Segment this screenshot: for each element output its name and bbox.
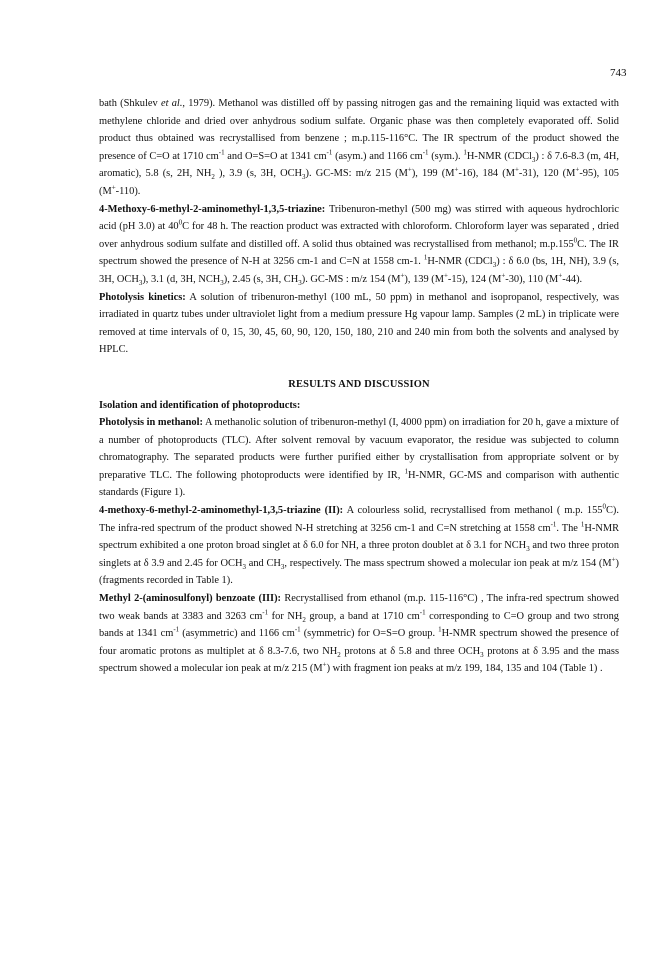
paragraph-text <box>99 502 619 590</box>
run-heading: 4-methoxy-6-methyl-2-aminomethyl-1,3,5-triazine (II): <box>99 505 344 517</box>
run-text: ). GC-MS: m/z 215 (M <box>305 168 408 180</box>
run-superscript: 1 <box>463 148 467 157</box>
run-text: and two three proton singlets at δ 3.9 and 2.45 for OCH <box>99 540 620 569</box>
run-text: et al. <box>160 98 183 109</box>
run-text: protons at δ 5.8 and three OCH <box>340 645 481 657</box>
run-text: protons at δ 3.95 and the mass spectrum showed a molecular ion peak at m/z 215 (M <box>99 645 619 675</box>
run-text: and CH <box>245 557 281 569</box>
run-text: H-NMR (CDCl <box>427 256 493 268</box>
run-subscript: 3 <box>480 650 484 659</box>
run-text: ) : δ 6.0 (bs, 1H, NH), 3.9 (s, 3H, OCH <box>99 256 619 285</box>
run-subscript: 3 <box>492 261 497 270</box>
run-text: ), 199 (M <box>411 168 455 180</box>
run-superscript: -1 <box>419 608 426 617</box>
run-superscript: -1 <box>173 625 180 634</box>
run-superscript: 1 <box>404 467 408 476</box>
page-number: 743 <box>610 67 627 79</box>
run-superscript: + <box>514 165 519 174</box>
paragraph-text <box>99 201 619 289</box>
section-gap <box>99 359 619 376</box>
run-text: -95), 105 (M <box>99 168 619 197</box>
paragraph-photolysis-methanol <box>99 414 619 502</box>
run-text: corresponding to C=O group and two strong bands at 1341 cm <box>99 610 619 640</box>
paragraph-compound-III <box>99 590 619 678</box>
run-text: ), 3.1 (d, 3H, NCH <box>142 273 221 285</box>
run-superscript: + <box>407 165 412 174</box>
run-text: group, a band at 1710 cm <box>305 610 420 622</box>
run-subscript: 2 <box>211 173 215 182</box>
run-superscript: + <box>111 183 116 192</box>
run-superscript: -1 <box>550 520 557 529</box>
run-text: bath (Shkulev <box>99 98 161 109</box>
run-superscript: + <box>611 555 616 564</box>
run-text: for NH <box>268 610 303 622</box>
run-text: , respectively. The mass spectrum showed a molecular ion peak at m/z 154 (M <box>284 557 612 569</box>
run-subscript: 3 <box>302 173 306 182</box>
paragraph-photolysis-kinetics <box>99 289 619 359</box>
run-text: C. The IR spectrum showed the presence of N-H at 3256 cm-1 and C=N at 1558 cm-1. <box>99 238 619 268</box>
run-heading: Photolysis in methanol: <box>99 417 203 429</box>
run-text: (symmetric) for O=S=O group. <box>300 628 439 640</box>
run-text: H-NMR spectrum exhibited a one proton broad singlet at δ 6.0 for NH, a three proton doublet at δ 3.1 for NCH <box>99 522 619 552</box>
run-subscript: 3 <box>298 279 302 288</box>
run-subscript: 3 <box>138 279 143 288</box>
paragraph-text <box>99 289 619 359</box>
run-text: Tribenuron-methyl (500 mg) was stirred with aqueous hydrochloric acid (pH 3.0) at 40 <box>99 203 619 233</box>
run-subscript: 3 <box>220 279 224 288</box>
run-text: and O=S=O at 1341 cm <box>224 150 327 162</box>
run-text: ) (fragments recorded in Table 1). <box>99 557 619 587</box>
run-text: H-NMR (CDCl <box>466 150 532 162</box>
paragraph-text <box>99 95 619 201</box>
run-superscript: 0 <box>602 502 606 511</box>
run-subscript: 2 <box>337 650 341 659</box>
run-superscript: -1 <box>218 148 225 157</box>
run-text: ) : δ 7.6-8.3 (m, 4H, aromatic), 5.8 (s, 2H, NH <box>99 150 619 180</box>
run-superscript: -1 <box>326 148 333 157</box>
run-superscript: + <box>443 271 448 280</box>
run-text: C). The infra-red spectrum of the product showed N-H stretching at 3256 cm-1 and C=N stretching at 1558 cm <box>99 505 619 534</box>
page-body <box>99 95 619 678</box>
paragraph-methyl-benzoate-synthesis <box>99 95 619 201</box>
run-subscript: 3 <box>526 545 530 554</box>
run-text: -30), 110 (M <box>505 273 559 285</box>
subsection-heading: Isolation and identification of photoproducts: <box>99 399 301 411</box>
run-text: (asymmetric) and 1166 cm <box>179 628 295 640</box>
run-text: Recrystallised from ethanol (m.p. 115-116°C) , The infra-red spectrum showed two weak bands at 3383 and 3263 cm <box>99 593 619 622</box>
run-superscript: 1 <box>580 520 585 529</box>
run-subscript: 3 <box>242 562 246 571</box>
run-text: H-NMR, GC-MS and comparison with authentic standards (Figure 1). <box>99 469 620 499</box>
paragraph-text <box>99 414 619 502</box>
run-text: -31), 120 (M <box>518 168 576 180</box>
run-text: ), 2.45 (s, 3H, CH <box>223 273 299 285</box>
paragraph-compound-II <box>99 502 619 590</box>
run-superscript: + <box>501 271 506 280</box>
run-superscript: -1 <box>422 148 429 157</box>
run-superscript: 0 <box>573 236 578 245</box>
run-text: -44). <box>562 273 583 285</box>
paragraph-triazine-synthesis <box>99 201 619 289</box>
section-heading: RESULTS AND DISCUSSION <box>288 378 430 390</box>
run-superscript: -1 <box>294 625 301 634</box>
run-text: ), 139 (M <box>404 273 444 285</box>
run-text: C for 48 h. The reaction product was extracted with chloroform. Chloroform layer was separated , dried over anhydrous sodium sulfate and distilled off. A solid thus obtained was recrystallised from methanol; m.p.155 <box>99 221 619 250</box>
run-subscript: 3 <box>531 155 536 164</box>
run-subscript: 2 <box>302 615 306 624</box>
run-text: -110). <box>115 185 141 197</box>
run-text: -15), 124 (M <box>447 273 502 285</box>
run-text: ) with fragment ion peaks at m/z 199, 184, 135 and 104 (Table 1) . <box>326 663 603 675</box>
run-superscript: + <box>558 271 563 280</box>
run-text: A solution of tribenuron-methyl (100 mL, 50 ppm) in methanol and isopropanol, respectively, was irradiated in quartz tubes under ultraviolet light from a medium pressure Hg vapour lamp. Samples (2 mL) in triplicate were removed at time intervals of 0, 15, 30, 45, 60, 90, 120, 150, 180, 210 and 240 min from both the solvents and analysed by HPLC. <box>99 291 619 356</box>
paragraph-text <box>99 590 619 678</box>
run-heading: Photolysis kinetics: <box>99 291 186 303</box>
run-superscript: 1 <box>438 625 442 634</box>
run-text: ), 3.9 (s, 3H, OCH <box>214 168 303 180</box>
run-text: . The <box>556 522 581 534</box>
run-text: H-NMR spectrum showed the presence of four aromatic protons as multiplet at δ 8.3-7.6, two NH <box>99 628 620 657</box>
run-text: (asym.) and 1166 cm <box>332 150 423 162</box>
run-text: ). GC-MS : m/z 154 (M <box>301 273 401 285</box>
run-superscript: + <box>575 165 580 174</box>
run-superscript: + <box>322 660 327 669</box>
run-superscript: 0 <box>178 218 183 227</box>
run-superscript: -1 <box>262 608 269 617</box>
run-text: A colourless solid, recrystallised from methanol ( m.p. 155 <box>343 505 603 517</box>
run-text: (sym.). <box>428 150 464 162</box>
run-superscript: 1 <box>423 253 428 262</box>
run-text: A methanolic solution of tribenuron-methyl (I, 4000 ppm) on irradiation for 20 h, gave a mixture of a number of photoproducts (TLC). After solvent removal by vacuum evaporator, the residue was subjected to column chromatography. The separated products were further purified either by crystallisation from appropriate solvent or by preparative TLC. The following photoproducts were identified by IR, <box>99 417 619 481</box>
run-heading: Methyl 2-(aminosulfonyl) benzoate (III): <box>99 593 281 605</box>
run-heading: 4-Methoxy-6-methyl-2-aminomethyl-1,3,5-triazine: <box>99 203 326 215</box>
run-text: , 1979). Methanol was distilled off by passing nitrogen gas and the remaining liquid was extacted with methylene chloride and dried over anhydrous sodium sulfate. Organic phase was then completely evaporated off. Solid product thus obtained was recrystallised from benzene ; m.p.115-116°C. The IR spectrum of the product showed the presence of C=O at 1710 cm <box>99 98 619 162</box>
run-subscript: 3 <box>280 562 285 571</box>
run-superscript: + <box>454 165 459 174</box>
run-superscript: + <box>400 271 405 280</box>
run-text: -16), 184 (M <box>458 168 515 180</box>
